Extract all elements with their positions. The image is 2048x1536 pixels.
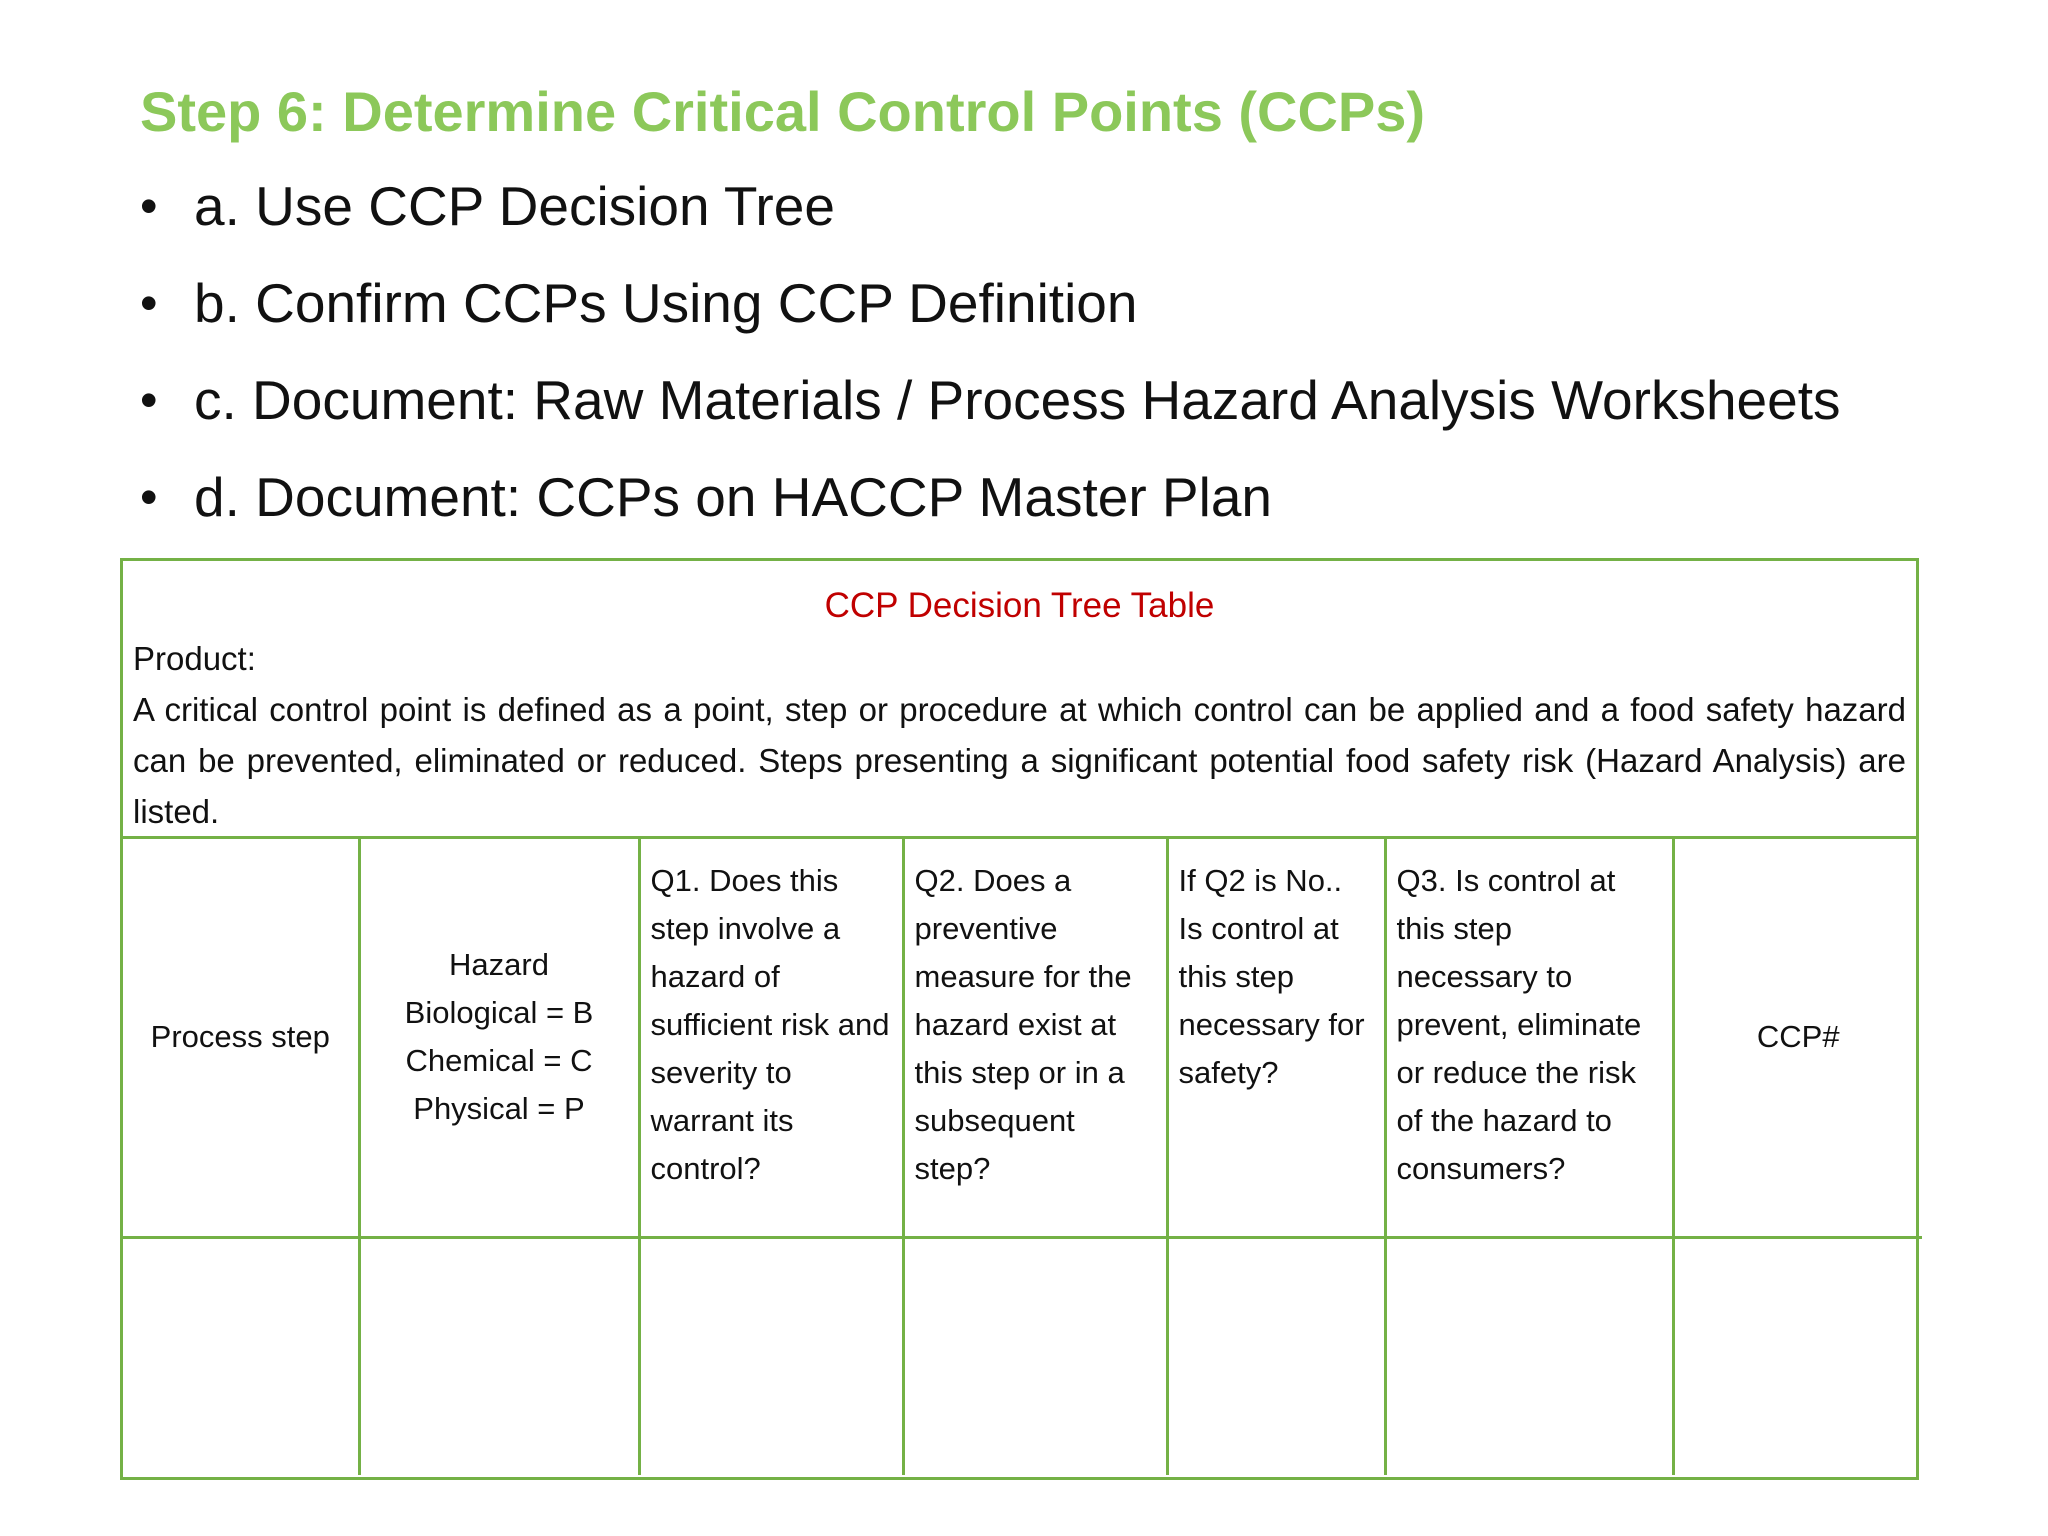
step-item-a: • a. Use CCP Decision Tree xyxy=(140,168,1841,265)
col-header-q1: Q1. Does this step involve a hazard of sufficient risk and severity to warrant its control? xyxy=(639,839,903,1237)
cell-ccp-number xyxy=(1673,1237,1922,1475)
ccp-table-title: CCP Decision Tree Table xyxy=(824,586,1215,625)
col-header-q3: Q3. Is control at this step necessary to prevent, eliminate or reduce the risk of the hazard to consumers? xyxy=(1385,839,1673,1237)
cell-hazard xyxy=(359,1237,639,1475)
cell-q2 xyxy=(903,1237,1167,1475)
ccp-definition-text: A critical control point is defined as a point, step or procedure at which control can be applied and a food safety hazard can be prevented, eliminated or reduced. Steps presenting a significant potential food safety risk (Hazard Analysis) are listed. xyxy=(133,691,1906,830)
col-header-q2-no: If Q2 is No.. Is control at this step necessary for safety? xyxy=(1167,839,1385,1237)
col-header-hazard xyxy=(359,839,639,1237)
step-item-b: • b. Confirm CCPs Using CCP Definition xyxy=(140,265,1841,362)
hazard-biological: Biological = B xyxy=(404,995,594,1031)
product-label: Product: xyxy=(133,640,256,677)
col-header-process-step: Process step xyxy=(123,839,359,1237)
cell-q2-no xyxy=(1167,1237,1385,1475)
hazard-chemical: Chemical = C xyxy=(405,1043,593,1079)
col-header-ccp-number: CCP# xyxy=(1673,839,1922,1237)
ccp-grid xyxy=(123,839,1922,1475)
step-item-d: • d. Document: CCPs on HACCP Master Plan xyxy=(140,459,1841,556)
cell-q1 xyxy=(639,1237,903,1475)
col-header-q2: Q2. Does a preventive measure for the hazard exist at this step or in a subsequent step? xyxy=(903,839,1167,1237)
column-header-row xyxy=(123,839,1922,1237)
ccp-decision-tree-table xyxy=(120,558,1919,1480)
ccp-table-header xyxy=(123,561,1916,839)
slide-title: Step 6: Determine Critical Control Points (CCPs) xyxy=(140,80,1426,143)
hazard-label: Hazard xyxy=(449,947,549,983)
table-row xyxy=(123,1237,1922,1475)
cell-q3 xyxy=(1385,1237,1673,1475)
hazard-physical: Physical = P xyxy=(413,1091,585,1127)
step-list xyxy=(140,168,1841,556)
cell-process-step xyxy=(123,1237,359,1475)
step-item-c: • c. Document: Raw Materials / Process Hazard Analysis Worksheets xyxy=(140,362,1841,459)
